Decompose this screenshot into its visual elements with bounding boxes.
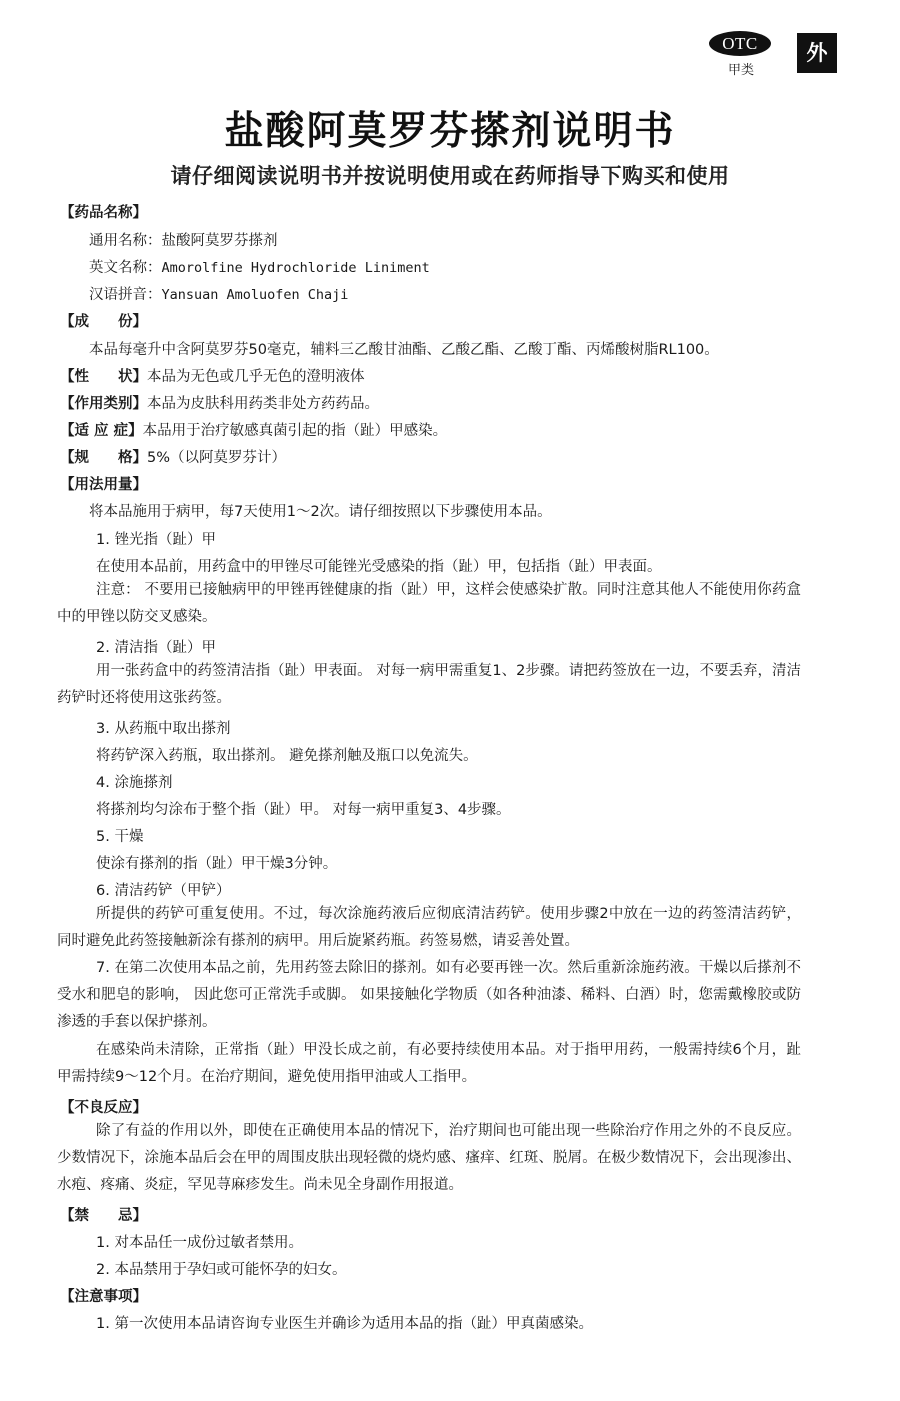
usage-intro: 将本品施用于病甲，每7天使用1～2次。请仔细按照以下步骤使用本品。 — [89, 504, 552, 520]
heading-indication: 【适 应 症】 — [60, 423, 143, 439]
heading-category: 【作用类别】 — [60, 396, 147, 412]
duration-text: 在感染尚未清除，正常指（趾）甲没长成之前，有必要持续使用本品。对于指甲用药，一般需持续6个月，趾甲需持续9～12个月。在治疗期间，避免使用指甲油或人工指甲。 — [57, 1042, 801, 1085]
step3-text: 将药铲深入药瓶，取出搽剂。 避免搽剂触及瓶口以免流失。 — [96, 748, 478, 764]
heading-properties: 【性 状】 — [60, 369, 147, 385]
properties-row — [60, 367, 365, 387]
step7-text: 7. 在第二次使用本品之前，先用药签去除旧的搽剂。如有必要再锉一次。然后重新涂施药液。干燥以后搽剂不受水和肥皂的影响， 因此您可正常洗手或脚。 如果接触化学物质（如各种油漆、稀料、白酒）时，您需戴橡胶或防渗透的手套以保护搽剂。 — [57, 960, 801, 1030]
step2-text: 用一张药盒中的药签清洁指（趾）甲表面。 对每一病甲需重复1、2步骤。请把药签放在一边，不要丢弃，清洁药铲时还将使用这张药签。 — [57, 663, 801, 706]
external-use-badge: 外 — [797, 33, 837, 73]
composition-text: 本品每毫升中含阿莫罗芬50毫克，辅料三乙酸甘油酯、乙酸乙酯、乙酸丁酯、丙烯酸树脂RL100。 — [89, 342, 719, 358]
step3-title: 3. 从药瓶中取出搽剂 — [96, 721, 231, 737]
step5-title: 5. 干燥 — [96, 829, 144, 845]
properties-text: 本品为无色或几乎无色的澄明液体 — [147, 369, 365, 385]
document-subtitle: 请仔细阅读说明书并按说明使用或在药师指导下购买和使用 — [170, 164, 730, 188]
specification-row — [60, 448, 286, 468]
heading-drug-name: 【药品名称】 — [60, 205, 147, 221]
otc-badge: OTC — [709, 31, 771, 56]
precaution-item-1: 1. 第一次使用本品请咨询专业医生并确诊为适用本品的指（趾）甲真菌感染。 — [96, 1316, 593, 1332]
step1-text: 在使用本品前，用药盒中的甲锉尽可能锉光受感染的指（趾）甲，包括指（趾）甲表面。 — [96, 559, 662, 575]
pinyin-name-value: Yansuan Amoluofen Chaji — [161, 287, 349, 303]
pinyin-name-label: 汉语拼音： — [89, 287, 162, 303]
heading-usage: 【用法用量】 — [60, 477, 147, 493]
adverse-reactions-text: 除了有益的作用以外，即使在正确使用本品的情况下，治疗期间也可能出现一些除治疗作用之外的不良反应。少数情况下，涂施本品后会在甲的周围皮肤出现轻微的烧灼感、瘙痒、红斑、脱屑。在极少数情况下，会出现渗出、水疱、疼痛、炎症，罕见荨麻疹发生。尚未见全身副作用报道。 — [57, 1123, 801, 1193]
specification-text: 5%（以阿莫罗芬计） — [147, 450, 287, 466]
category-row — [60, 394, 379, 414]
english-name-value: Amorolfine Hydrochloride Liniment — [161, 260, 430, 276]
step5-text: 使涂有搽剂的指（趾）甲干燥3分钟。 — [96, 856, 338, 872]
step6-title: 6. 清洁药铲（甲铲） — [96, 883, 231, 899]
contraindication-item-2: 2. 本品禁用于孕妇或可能怀孕的妇女。 — [96, 1262, 347, 1278]
step6-text: 所提供的药铲可重复使用。不过，每次涂施药液后应彻底清洁药铲。使用步骤2中放在一边的药签清洁药铲，同时避免此药签接触新涂有搽剂的病甲。用后旋紧药瓶。药签易燃，请妥善处置。 — [57, 906, 801, 949]
english-name-label: 英文名称： — [89, 260, 162, 276]
heading-adverse-reactions: 【不良反应】 — [60, 1100, 147, 1116]
category-text: 本品为皮肤科用药类非处方药药品。 — [147, 396, 379, 412]
generic-name-label: 通用名称： — [89, 233, 162, 249]
step1-note: 注意： 不要用已接触病甲的甲锉再锉健康的指（趾）甲，这样会使感染扩散。同时注意其他人不能使用你药盒中的甲锉以防交叉感染。 — [57, 582, 801, 625]
step1-title: 1. 锉光指（趾）甲 — [96, 532, 216, 548]
indication-row — [60, 421, 447, 441]
indication-text: 本品用于治疗敏感真菌引起的指（趾）甲感染。 — [142, 423, 448, 439]
step4-title: 4. 涂施搽剂 — [96, 775, 173, 791]
heading-contraindications: 【禁 忌】 — [60, 1208, 147, 1224]
document-title: 盐酸阿莫罗芬搽剂说明书 — [224, 109, 676, 154]
heading-precautions: 【注意事项】 — [60, 1289, 147, 1305]
heading-specification: 【规 格】 — [60, 450, 147, 466]
heading-composition: 【成 份】 — [60, 314, 147, 330]
step2-title: 2. 清洁指（趾）甲 — [96, 640, 216, 656]
otc-class-label: 甲类 — [727, 63, 754, 78]
pinyin-name-row — [89, 285, 348, 305]
step4-text: 将搽剂均匀涂布于整个指（趾）甲。 对每一病甲重复3、4步骤。 — [96, 802, 511, 818]
english-name-row — [89, 258, 430, 278]
contraindication-item-1: 1. 对本品任一成份过敏者禁用。 — [96, 1235, 303, 1251]
generic-name-row — [89, 231, 278, 251]
generic-name-value: 盐酸阿莫罗芬搽剂 — [161, 233, 278, 249]
